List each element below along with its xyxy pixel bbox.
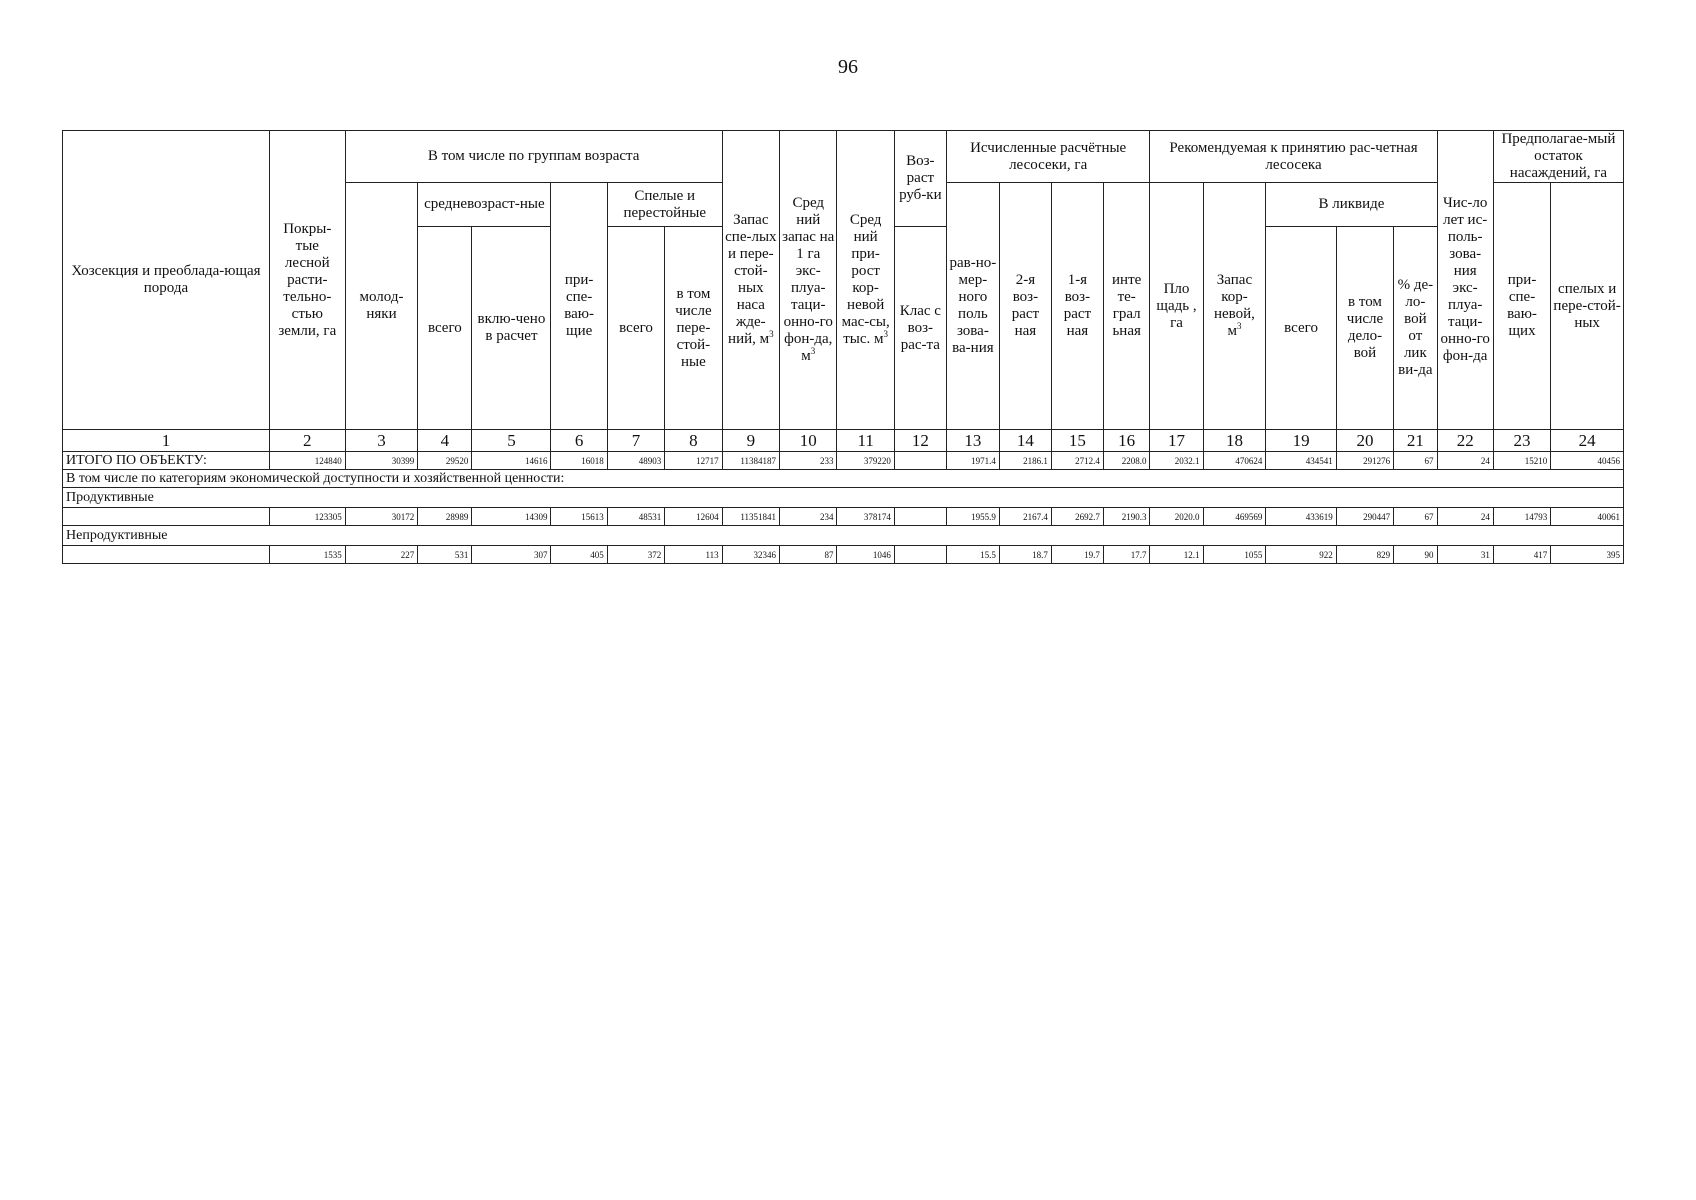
column-number-11: 11 (837, 430, 894, 452)
column-number-15: 15 (1051, 430, 1103, 452)
group-cell-17: 2020.0 (1150, 508, 1203, 526)
total-cell-24: 40456 (1551, 452, 1624, 470)
total-cell-3: 30399 (345, 452, 418, 470)
group-cell-20: 829 (1336, 546, 1393, 564)
group-cell-6: 405 (551, 546, 607, 564)
group-cell-21: 90 (1394, 546, 1437, 564)
group-cell-9: 11351841 (722, 508, 779, 526)
group-cell-21: 67 (1394, 508, 1437, 526)
header-computed-cutting-areas: Исчисленные расчётные лесосеки, га (946, 131, 1150, 183)
header-in-liquid: В ликвиде (1266, 183, 1437, 227)
column-number-23: 23 (1493, 430, 1550, 452)
group-cell-22: 31 (1437, 546, 1493, 564)
column-number-21: 21 (1394, 430, 1437, 452)
group-cell-7: 372 (607, 546, 664, 564)
category-note: В том числе по категориям экономической доступности и хозяйственной ценности: (63, 470, 1624, 488)
total-cell-10: 233 (780, 452, 837, 470)
group-cell-4: 531 (418, 546, 472, 564)
group-cell-10: 87 (780, 546, 837, 564)
group-cell-19: 922 (1266, 546, 1336, 564)
header-remaining-mature: спелых и пере-стой-ных (1551, 183, 1624, 430)
group-cell-18: 1055 (1203, 546, 1266, 564)
header-avg-stock-per-ha: Сред ний запас на 1 га экс-плуа-таци-онно-го фон-да, $м^3$ (780, 131, 837, 430)
group-cell-23: 417 (1493, 546, 1550, 564)
column-number-16: 16 (1103, 430, 1150, 452)
group-row-label-empty (63, 508, 270, 526)
total-cell-9: 11384187 (722, 452, 779, 470)
group-cell-20: 290447 (1336, 508, 1393, 526)
header-mature-total: всего (607, 227, 664, 430)
column-number-4: 4 (418, 430, 472, 452)
header-remaining-maturing: при-спе-ваю-щих (1493, 183, 1550, 430)
column-number-2: 2 (269, 430, 345, 452)
header-years-of-use: Чис-ло лет ис-поль-зова-ния экс-плуа-таци-онно-го фон-да (1437, 131, 1493, 430)
total-cell-16: 2208.0 (1103, 452, 1150, 470)
group-cell-3: 227 (345, 546, 418, 564)
group-cell-9: 32346 (722, 546, 779, 564)
total-cell-8: 12717 (665, 452, 722, 470)
group-cell-8: 12604 (665, 508, 722, 526)
group-data-row (63, 508, 1624, 526)
column-number-22: 22 (1437, 430, 1493, 452)
header-even-use: рав-но-мер-ного поль зова-ва-ния (946, 183, 999, 430)
total-cell-19: 434541 (1266, 452, 1336, 470)
group-cell-10: 234 (780, 508, 837, 526)
header-integral: инте те-грал ьная (1103, 183, 1150, 430)
group-cell-12 (894, 508, 946, 526)
header-section-species: Хозсекция и преоблада-ющая порода (63, 131, 270, 430)
total-cell-21: 67 (1394, 452, 1437, 470)
header-forested-area: Покры-тые лесной расти-тельно-стью земли, га (269, 131, 345, 430)
group-label-row (63, 526, 1624, 546)
group-cell-23: 14793 (1493, 508, 1550, 526)
column-number-24: 24 (1551, 430, 1624, 452)
header-middle-total: всего (418, 227, 472, 430)
group-cell-13: 15.5 (946, 546, 999, 564)
group-label: Непродуктивные (63, 526, 1624, 546)
group-cell-7: 48531 (607, 508, 664, 526)
group-cell-2: 123305 (269, 508, 345, 526)
column-number-18: 18 (1203, 430, 1266, 452)
column-number-19: 19 (1266, 430, 1336, 452)
total-cell-18: 470624 (1203, 452, 1266, 470)
group-cell-22: 24 (1437, 508, 1493, 526)
group-cell-24: 40061 (1551, 508, 1624, 526)
header-age-groups: В том числе по группам возраста (345, 131, 722, 183)
group-cell-16: 2190.3 (1103, 508, 1150, 526)
group-cell-18: 469569 (1203, 508, 1266, 526)
group-cell-15: 2692.7 (1051, 508, 1103, 526)
column-number-7: 7 (607, 430, 664, 452)
group-label-row (63, 488, 1624, 508)
column-number-3: 3 (345, 430, 418, 452)
header-mature-stock: Запас спе-лых и пере-стой-ных наса жде-ний, $м^3$ (722, 131, 779, 430)
total-cell-14: 2186.1 (999, 452, 1051, 470)
total-cell-11: 379220 (837, 452, 894, 470)
total-cell-5: 14616 (472, 452, 551, 470)
column-number-20: 20 (1336, 430, 1393, 452)
total-row (63, 452, 1624, 470)
total-cell-12 (894, 452, 946, 470)
total-cell-7: 48903 (607, 452, 664, 470)
total-cell-6: 16018 (551, 452, 607, 470)
column-number-17: 17 (1150, 430, 1203, 452)
header-age-class: Клас с воз-рас-та (894, 227, 946, 430)
table-body (63, 430, 1624, 564)
header-first-age: 1-я воз-раст ная (1051, 183, 1103, 430)
group-cell-8: 113 (665, 546, 722, 564)
column-number-10: 10 (780, 430, 837, 452)
total-cell-2: 124840 (269, 452, 345, 470)
group-cell-6: 15613 (551, 508, 607, 526)
column-number-1: 1 (63, 430, 270, 452)
total-cell-23: 15210 (1493, 452, 1550, 470)
header-maturing: при-спе-ваю-щие (551, 183, 607, 430)
group-cell-24: 395 (1551, 546, 1624, 564)
group-cell-11: 378174 (837, 508, 894, 526)
header-middle-aged: средневозраст-ные (418, 183, 551, 227)
group-cell-16: 17.7 (1103, 546, 1150, 564)
total-cell-15: 2712.4 (1051, 452, 1103, 470)
header-liquid-total: всего (1266, 227, 1336, 430)
header-middle-included: вклю-чено в расчет (472, 227, 551, 430)
group-cell-19: 433619 (1266, 508, 1336, 526)
header-business-percent: % де-ло-вой от лик ви-да (1394, 227, 1437, 430)
group-label: Продуктивные (63, 488, 1624, 508)
group-cell-15: 19.7 (1051, 546, 1103, 564)
total-cell-20: 291276 (1336, 452, 1393, 470)
header-liquid-business: в том числе дело-вой (1336, 227, 1393, 430)
group-cell-12 (894, 546, 946, 564)
header-avg-growth: Сред ний при-рост кор-невой мас-сы, тыс. $м^3$ (837, 131, 894, 430)
header-root-stock: Запас кор-невой, $м^3$ (1203, 183, 1266, 430)
group-cell-13: 1955.9 (946, 508, 999, 526)
total-cell-17: 2032.1 (1150, 452, 1203, 470)
header-overmature: в том числе пере-стой-ные (665, 227, 722, 430)
forest-report-table (62, 130, 1624, 564)
column-number-6: 6 (551, 430, 607, 452)
header-row-1 (63, 131, 1624, 183)
total-cell-22: 24 (1437, 452, 1493, 470)
header-young-stands: молод-няки (345, 183, 418, 430)
header-remaining-stands: Предполагае-мый остаток насаждений, га (1493, 131, 1623, 183)
column-number-14: 14 (999, 430, 1051, 452)
column-number-9: 9 (722, 430, 779, 452)
group-cell-14: 18.7 (999, 546, 1051, 564)
column-number-8: 8 (665, 430, 722, 452)
group-cell-5: 307 (472, 546, 551, 564)
column-number-12: 12 (894, 430, 946, 452)
header-area: Пло щадь , га (1150, 183, 1203, 430)
category-note-row (63, 470, 1624, 488)
total-row-label: ИТОГО ПО ОБЪЕКТУ: (63, 452, 270, 470)
group-cell-14: 2167.4 (999, 508, 1051, 526)
group-row-label-empty (63, 546, 270, 564)
header-recommended-cutting-area: Рекомендуемая к принятию рас-четная лесосека (1150, 131, 1437, 183)
group-cell-5: 14309 (472, 508, 551, 526)
group-cell-3: 30172 (345, 508, 418, 526)
group-cell-11: 1046 (837, 546, 894, 564)
group-data-row (63, 546, 1624, 564)
column-number-row (63, 430, 1624, 452)
header-second-age: 2-я воз-раст ная (999, 183, 1051, 430)
group-cell-4: 28989 (418, 508, 472, 526)
header-mature-overmature: Спелые и перестойные (607, 183, 722, 227)
page-number: 96 (838, 56, 858, 78)
total-cell-13: 1971.4 (946, 452, 999, 470)
header-cutting-age: Воз-раст руб-ки (894, 131, 946, 227)
group-cell-17: 12.1 (1150, 546, 1203, 564)
total-cell-4: 29520 (418, 452, 472, 470)
group-cell-2: 1535 (269, 546, 345, 564)
column-number-13: 13 (946, 430, 999, 452)
column-number-5: 5 (472, 430, 551, 452)
